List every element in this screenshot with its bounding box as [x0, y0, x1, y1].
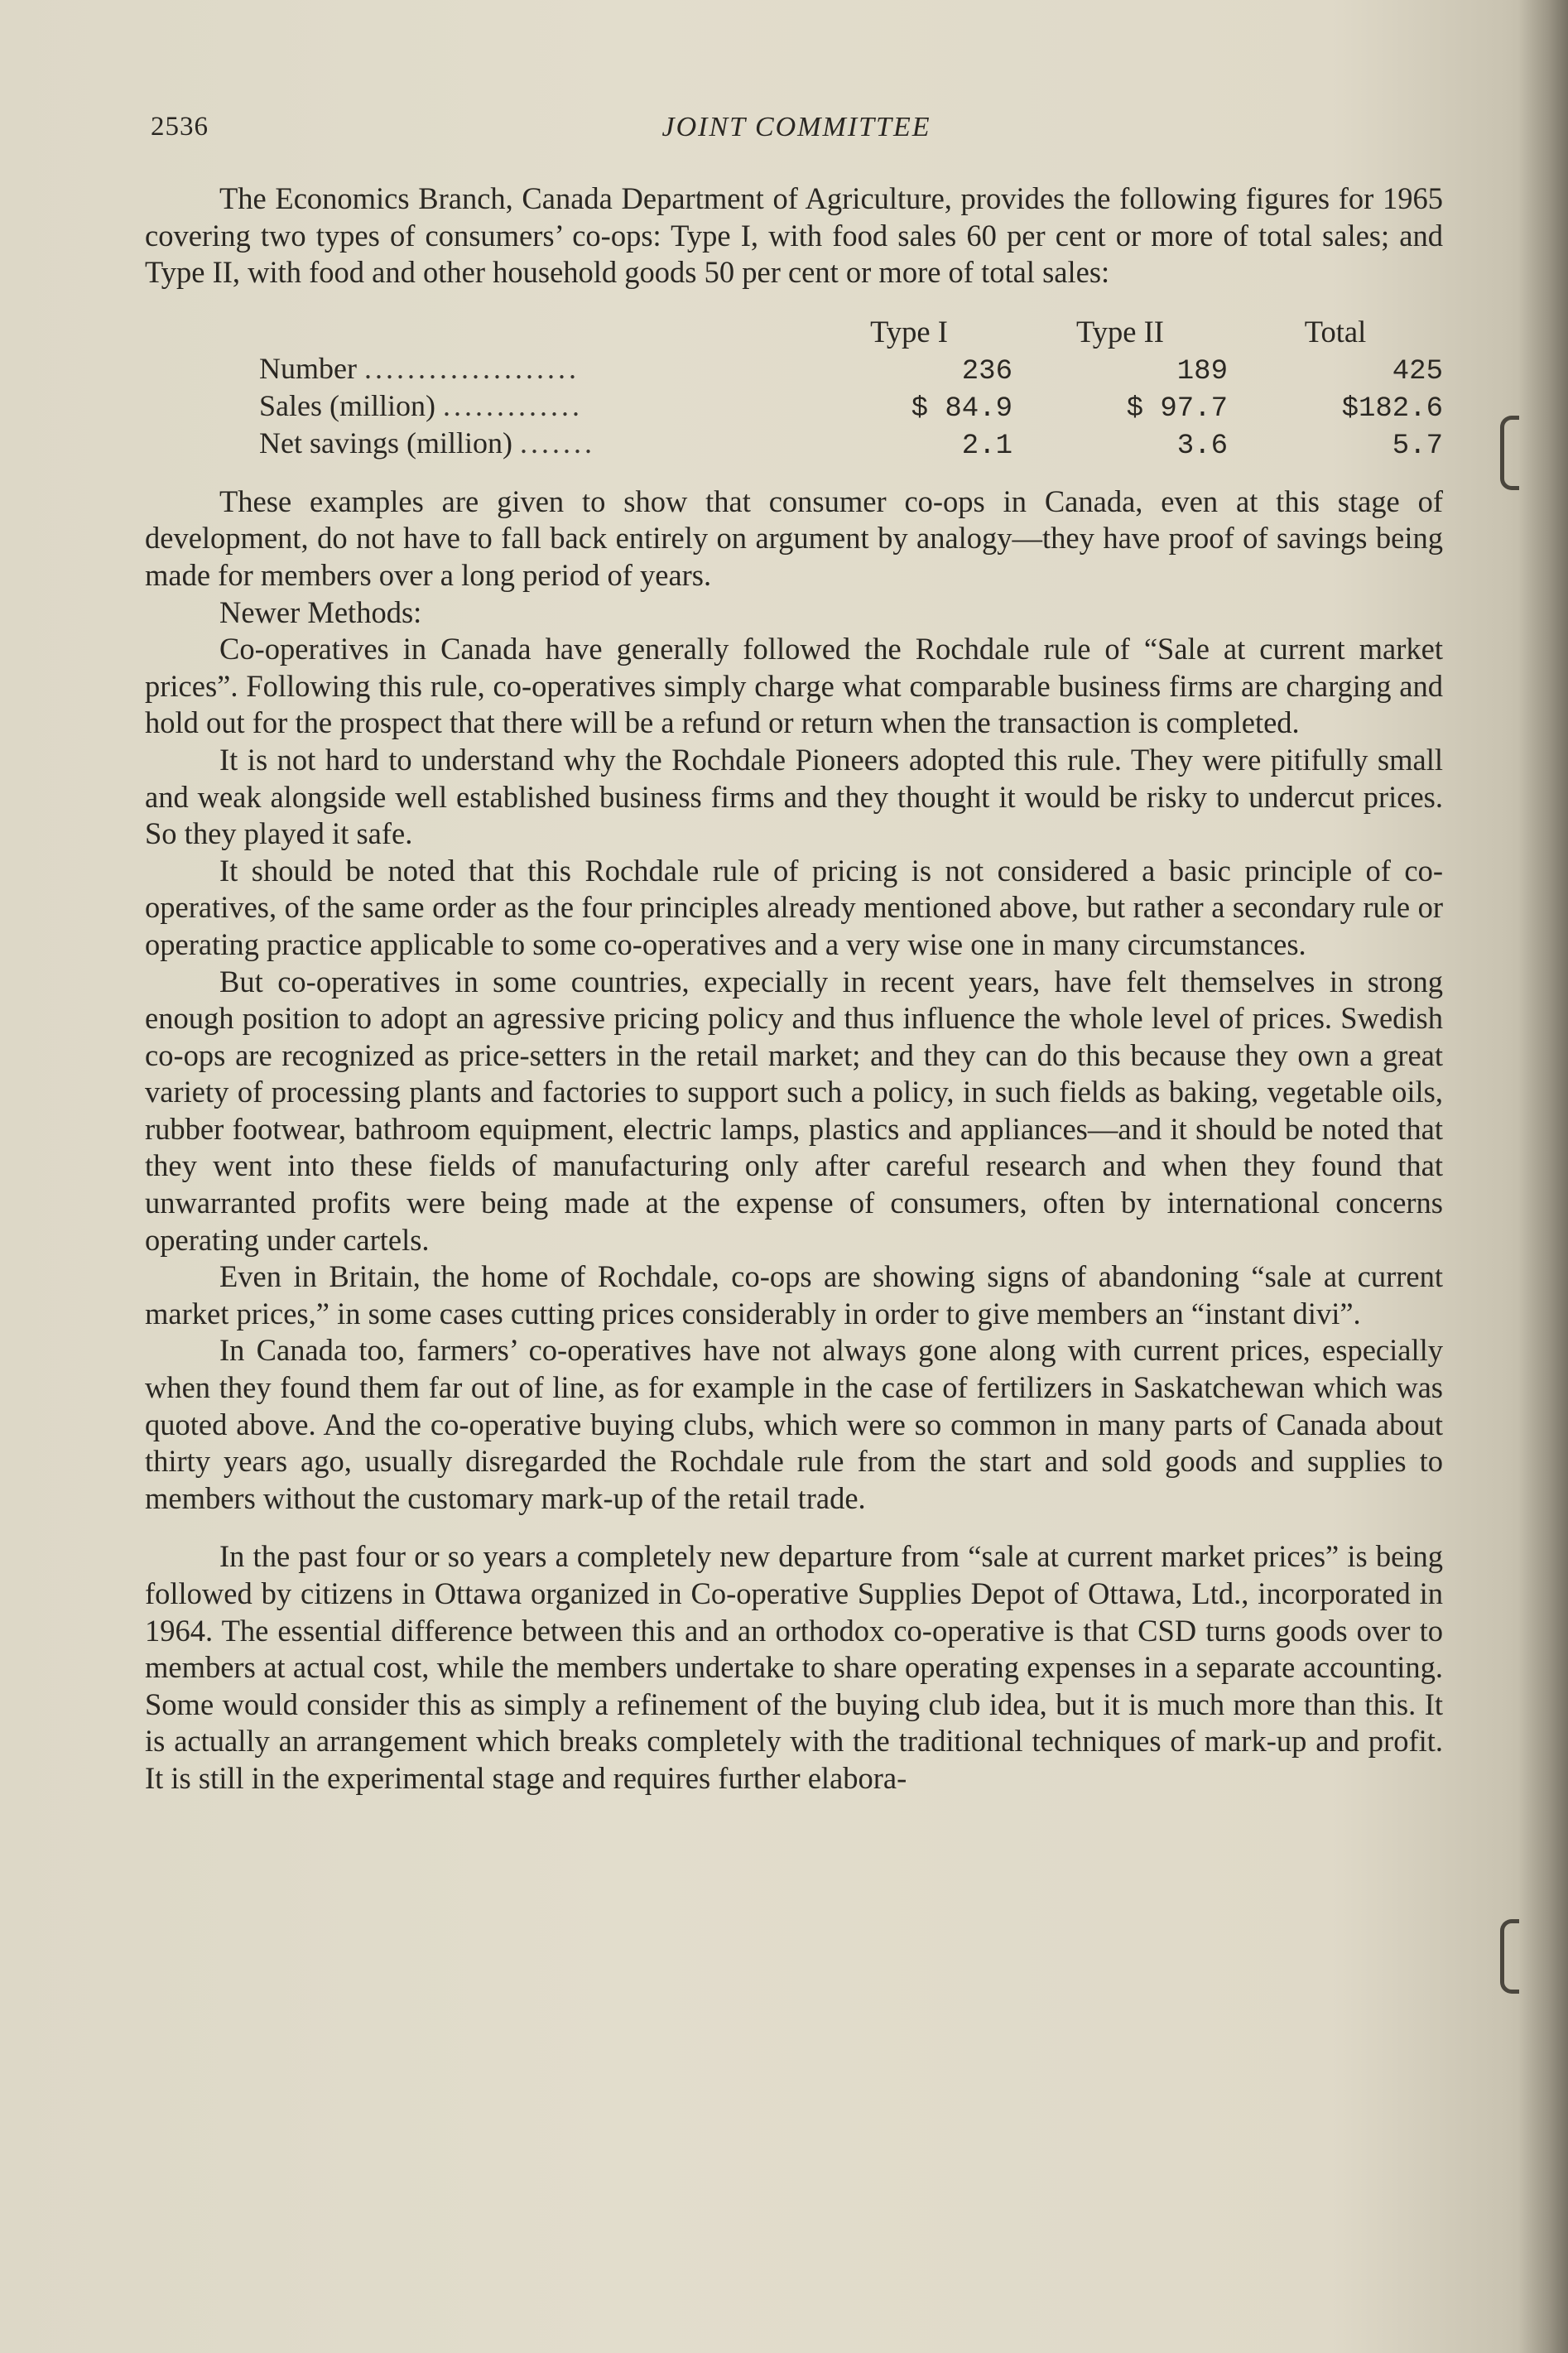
paragraph: It should be noted that this Rochdale rule of pricing is not considered a basic principle of co-operatives, of the same order as the four principles already mentioned above, but rather a secondary rule or operating practice applicable to some co-operatives and a very wise one in many circumstances.	[145, 853, 1443, 961]
row-label-text: Net savings (million)	[259, 426, 512, 460]
table-cell: $ 97.7	[1126, 392, 1228, 425]
page-edge-shadow	[1518, 0, 1568, 2353]
table-cell: 236	[961, 355, 1012, 387]
running-head: JOINT COMMITTEE	[661, 112, 931, 142]
paragraph: It is not hard to understand why the Rochdale Pioneers adopted this rule. They were pitifully small and weak alongside well established business firms and they thought it would be risky to undercut prices. So they played it safe.	[145, 742, 1443, 851]
table-cell: 3.6	[1176, 430, 1228, 462]
paragraph: In Canada too, farmers’ co-operatives have not always gone along with current prices, especially when they found them far out of line, as for example in the case of fertilizers in Saskatchewan which was quoted above. And the co-operative buying clubs, which were so common in many parts of Canada about thirty years ago, usually disregarded the Rochdale rule from the start and sold goods and supplies to members without the customary mark-up of the retail trade.	[145, 1333, 1443, 1515]
table-cell: 189	[1176, 355, 1228, 387]
paragraph: Co-operatives in Canada have generally followed the Rochdale rule of “Sale at current market prices”. Following this rule, co-operatives simply charge what comparable business firms are charging and hold out for the prospect that there will be a refund or return when the transaction is completed.	[145, 632, 1443, 740]
figures-table	[259, 313, 1443, 462]
body-text	[145, 180, 1443, 1797]
intro-paragraph: The Economics Branch, Canada Department of Agriculture, provides the following figures for 1965 covering two types of consumers’ co-ops: Type I, with food sales 60 per cent or more of total sales; and Type II, with food and other household goods 50 per cent or more of total sales:	[145, 181, 1443, 290]
table-row	[259, 387, 1443, 425]
table-cell: $182.6	[1341, 392, 1443, 425]
binding-bracket-mark	[1500, 1919, 1519, 1994]
column-header: Type II	[1076, 314, 1164, 349]
column-header: Type I	[870, 314, 948, 349]
table-row	[259, 350, 1443, 387]
leader-dots: ....................	[363, 351, 580, 385]
page-number: 2536	[151, 112, 209, 142]
paragraph: These examples are given to show that consumer co-ops in Canada, even at this stage of development, do not have to fall back entirely on argument by analogy—they have proof of savings being made for members over a long period of years.	[145, 484, 1443, 592]
table-cell: 5.7	[1392, 430, 1443, 462]
leader-dots: .......	[519, 426, 595, 460]
page-header	[151, 112, 1442, 153]
row-label	[259, 425, 806, 462]
table-cell: 2.1	[961, 430, 1012, 462]
paragraph: But co-operatives in some countries, expecially in recent years, have felt themselves in strong enough position to adopt an agressive pricing policy and thus influence the whole level of prices. Swedish co-ops are recognized as price-setters in the retail market; and they can do this because they own a great variety of processing plants and factories to support such a policy, in such fields as baking, vegetable oils, rubber footwear, bathroom equipment, electric lamps, plastics and appliances—and it should be noted that they went into these fields of manufacturing only after careful research and when they found that unwarranted profits were being made at the expense of consumers, often by international concerns operating under cartels.	[145, 964, 1443, 1257]
row-label-text: Number	[259, 351, 357, 385]
leader-dots: .............	[442, 388, 583, 422]
table-cell: $ 84.9	[911, 392, 1012, 425]
column-header: Total	[1304, 314, 1367, 349]
section-subheading: Newer Methods:	[219, 594, 422, 629]
paragraph: In the past four or so years a completely new departure from “sale at current market prices” is being followed by citizens in Ottawa organized in Co-operative Supplies Depot of Ottawa, Ltd., incorporated in 1964. The essential difference between this and an orthodox co-operative is that CSD turns goods over to members at actual cost, while the members undertake to share operating expenses in a separate accounting. Some would consider this as simply a refinement of the buying club idea, but it is much more than this. It is actually an arrangement which breaks completely with the traditional techniques of mark-up and profit. It is still in the experimental stage and requires further elabora-	[145, 1539, 1443, 1795]
row-label	[259, 350, 806, 387]
paragraph: Even in Britain, the home of Rochdale, co-ops are showing signs of abandoning “sale at current market prices,” in some cases cutting prices considerably in order to give members an “instant divi”.	[145, 1259, 1443, 1330]
binding-bracket-mark	[1500, 416, 1519, 490]
table-row	[259, 425, 1443, 462]
row-label-text: Sales (million)	[259, 388, 435, 422]
row-label	[259, 387, 806, 425]
table-cell: 425	[1392, 355, 1443, 387]
table-header-row	[259, 313, 1443, 350]
